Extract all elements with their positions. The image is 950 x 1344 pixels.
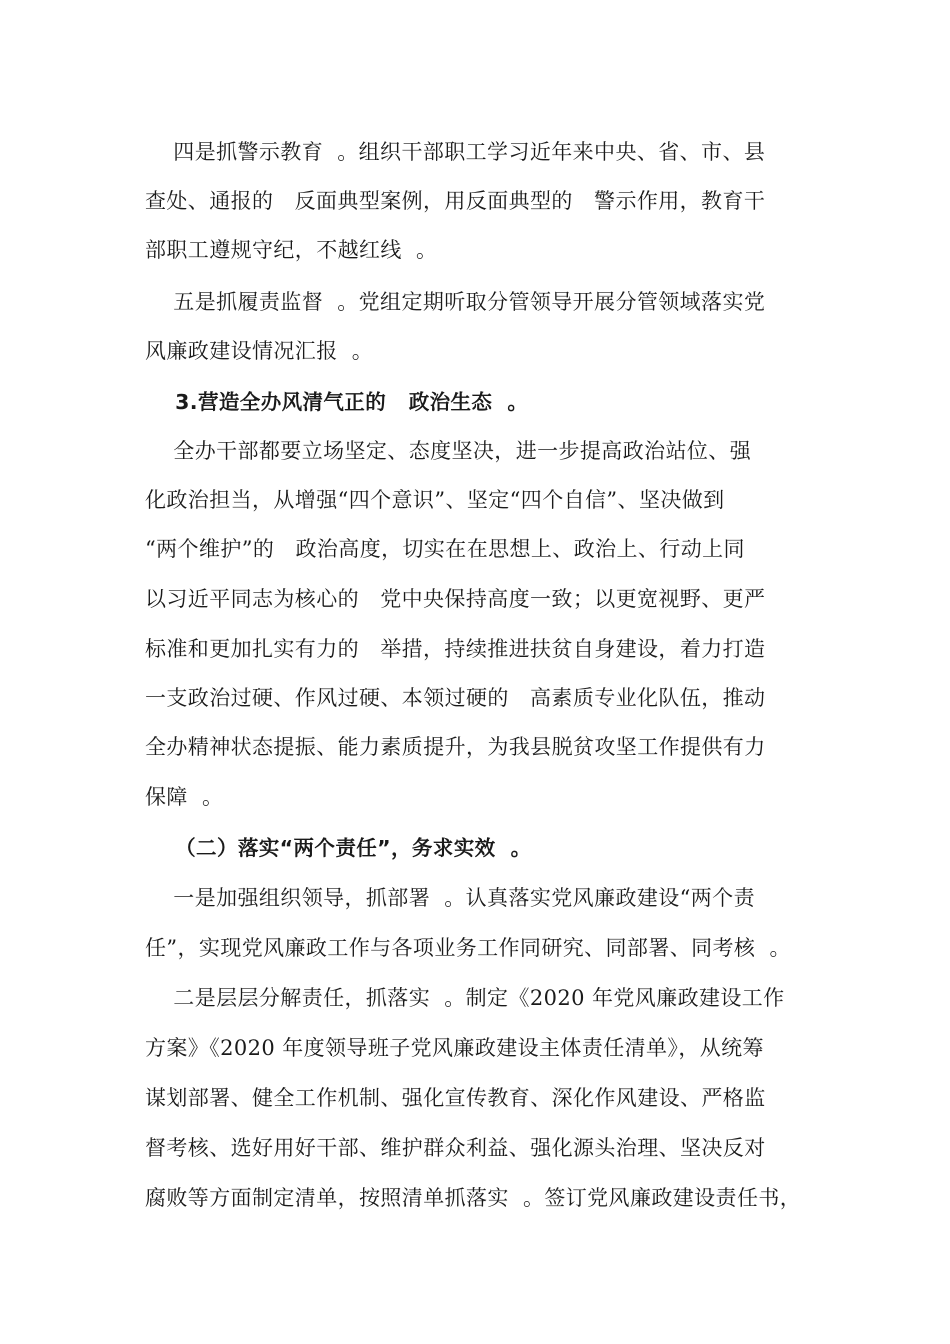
paragraph-line: 全办干部都要立场坚定、态度坚决，进一步提高政治站位、强 [145, 439, 752, 463]
paragraph-line: “两个维护”的 政治高度，切实在在思想上、政治上、行动上同 [145, 537, 745, 561]
paragraph-line: 化政治担当，从增强“四个意识”、坚定“四个自信”、坚决做到 [145, 488, 725, 512]
paragraph-line: 一支政治过硬、作风过硬、本领过硬的 高素质专业化队伍，推动 [145, 686, 766, 710]
paragraph-line: 方案》《2020 年度领导班子党风廉政建设主体责任清单》，从统筹 [145, 1036, 764, 1060]
paragraph-line: 以习近平同志为核心的 党中央保持高度一致；以更宽视野、更严 [145, 587, 766, 611]
paragraph-line: 二是层层分解责任，抓落实 。制定《2020 年党风廉政建设工作 [145, 986, 785, 1010]
section-heading: （二）落实“两个责任”，务求实效 。 [145, 836, 532, 860]
paragraph-line: 全办精神状态提振、能力素质提升，为我县脱贫攻坚工作提供有力 [145, 735, 766, 759]
paragraph-line: 风廉政建设情况汇报 。 [145, 339, 374, 363]
paragraph-line: 保障 。 [145, 785, 224, 809]
paragraph-line: 五是抓履责监督 。党组定期听取分管领导开展分管领域落实党 [145, 290, 766, 314]
paragraph-line: 部职工遵规守纪，不越红线 。 [145, 238, 438, 262]
paragraph-line: 查处、通报的 反面典型案例，用反面典型的 警示作用，教育干 [145, 189, 766, 213]
paragraph-line: 督考核、选好用好干部、维护群众利益、强化源头治理、坚决反对 [145, 1136, 766, 1160]
paragraph-line: 谋划部署、健全工作机制、强化宣传教育、深化作风建设、严格监 [145, 1086, 766, 1110]
paragraph-line: 任”，实现党风廉政工作与各项业务工作同研究、同部署、同考核 。 [145, 936, 791, 960]
paragraph-line: 腐败等方面制定清单，按照清单抓落实 。签订党风廉政建设责任书， [145, 1186, 802, 1210]
paragraph-line: 标准和更加扎实有力的 举措，持续推进扶贫自身建设，着力打造 [145, 637, 766, 661]
section-heading: 3.营造全办风清气正的 政治生态 。 [145, 390, 529, 414]
paragraph-line: 一是加强组织领导，抓部署 。认真落实党风廉政建设“两个责 [145, 886, 755, 910]
paragraph-line: 四是抓警示教育 。组织干部职工学习近年来中央、省、市、县 [145, 140, 766, 164]
